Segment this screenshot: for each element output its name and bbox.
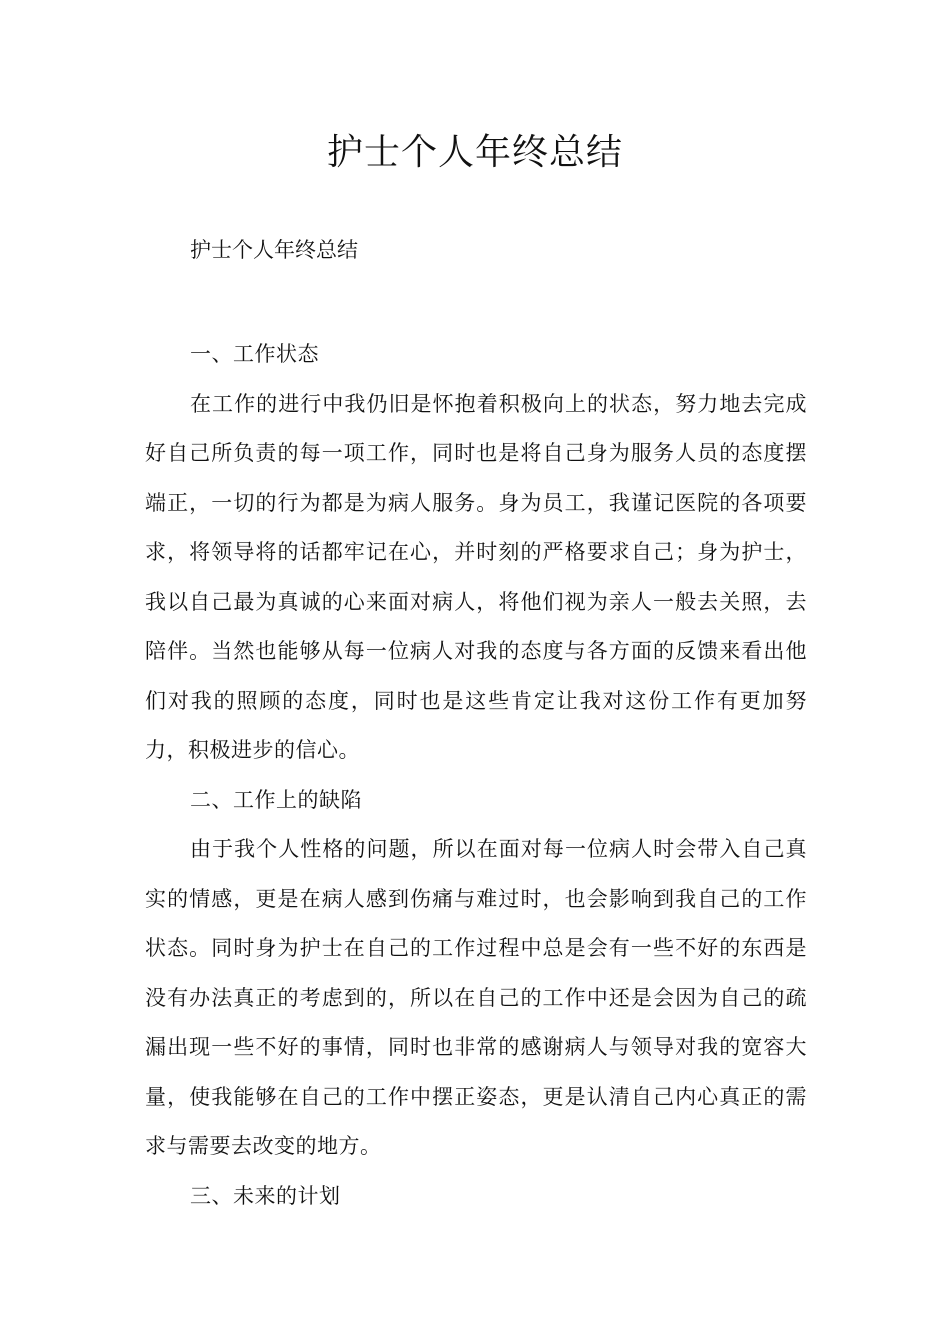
section-paragraph-2: 由于我个人性格的问题，所以在面对每一位病人时会带入自己真实的情感，更是在病人感到伤痛与难过时，也会影响到我自己的工作状态。同时身为护士在自己的工作过程中总是会有一些不好的东西是没有办法真正的考虑到的，所以在自己的工作中还是会因为自己的疏漏出现一些不好的事情，同时也非常的感谢病人与领导对我的宽容大量，使我能够在自己的工作中摆正姿态，更是认清自己内心真正的需求与需要去改变的地方。 — [145, 837, 807, 1158]
section-heading-3: 三、未来的计划 — [190, 1183, 341, 1208]
section-heading-2: 二、工作上的缺陷 — [190, 787, 362, 812]
document-subtitle: 护士个人年终总结 — [190, 238, 358, 262]
document-body — [145, 330, 807, 1221]
document-title: 护士个人年终总结 — [326, 132, 623, 173]
section-heading-1: 一、工作状态 — [190, 342, 319, 366]
section-paragraph-1: 在工作的进行中我仍旧是怀抱着积极向上的状态，努力地去完成好自己所负责的每一项工作，同时也是将自己身为服务人员的态度摆端正，一切的行为都是为病人服务。身为员工，我谨记医院的各项要求，将领导将的话都牢记在心，并时刻的严格要求自己；身为护士，我以自己最为真诚的心来面对病人，将他们视为亲人一般去关照，去陪伴。当然也能够从每一位病人对我的态度与各方面的反馈来看出他们对我的照顾的态度，同时也是这些肯定让我对这份工作有更加努力，积极进步的信心。 — [145, 391, 807, 762]
